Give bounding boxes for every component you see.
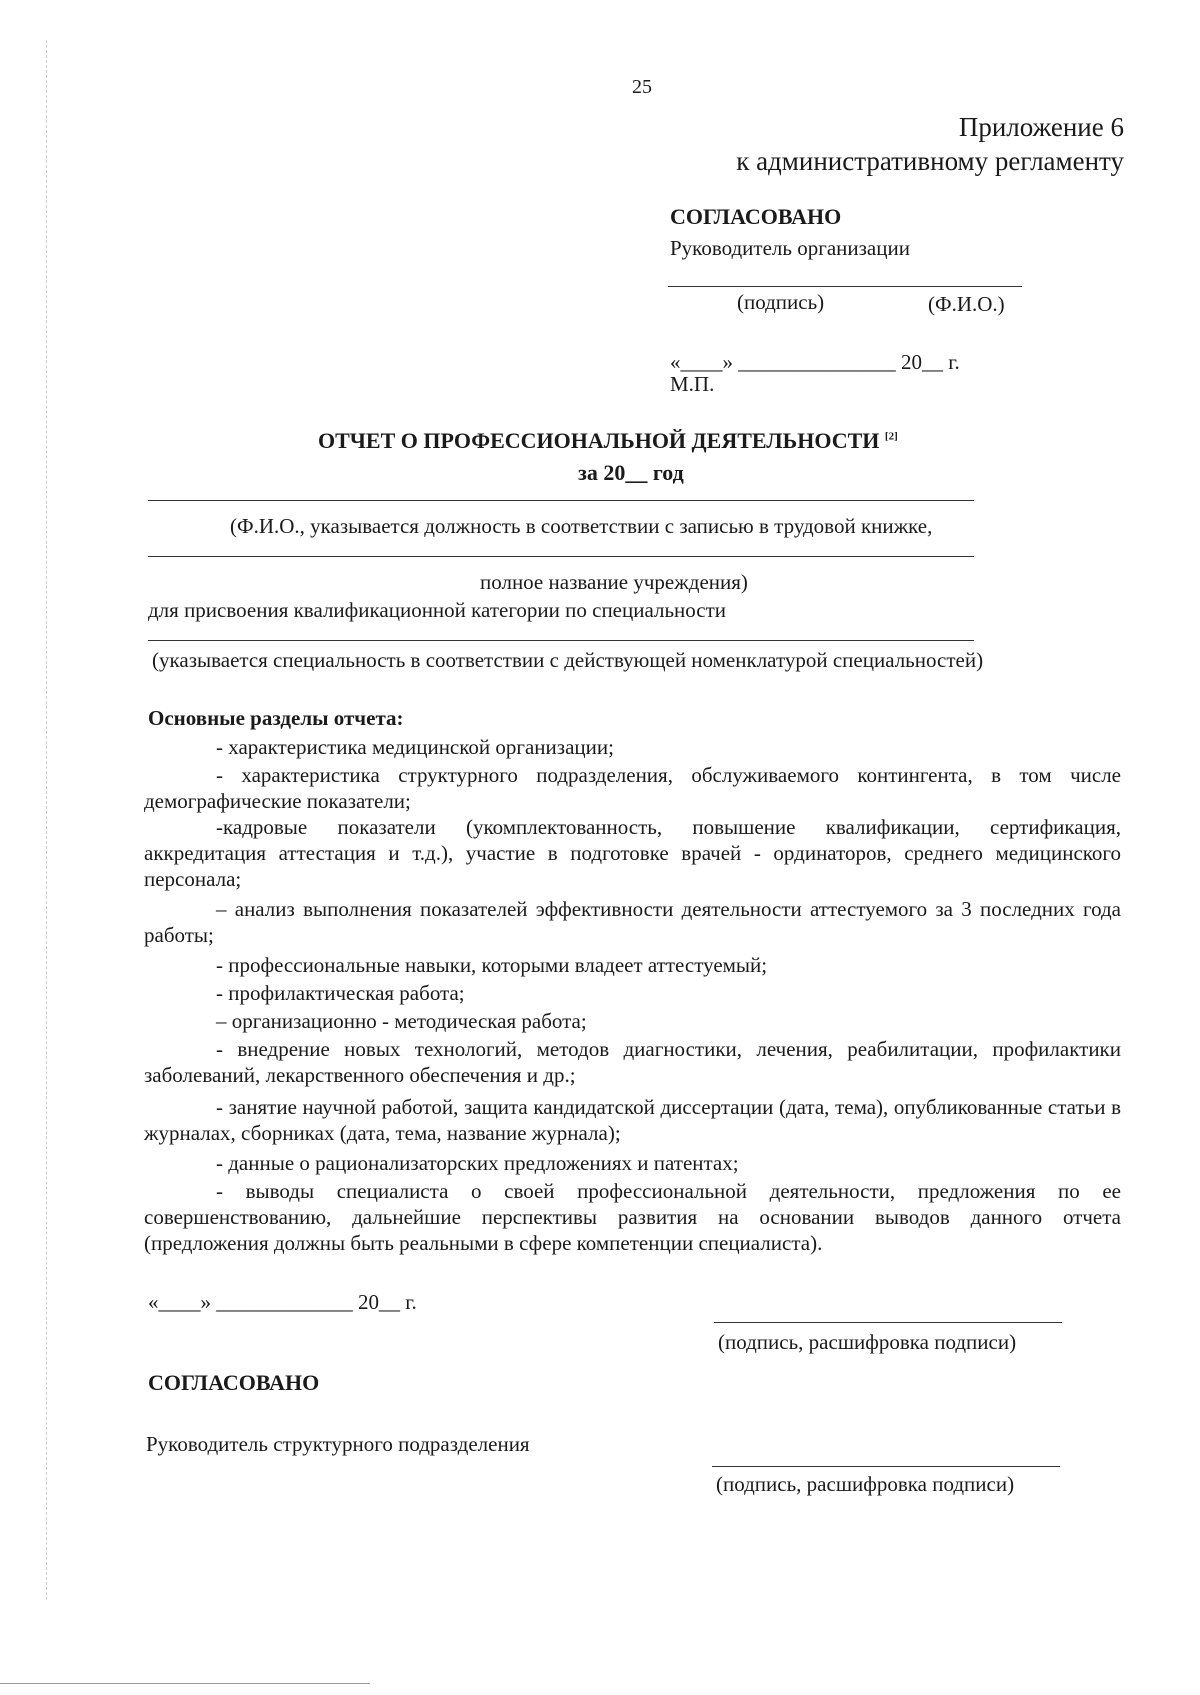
report-date-line: «____» _____________ 20__ г.	[148, 1290, 417, 1314]
list-item: - выводы специалиста о своей профессиональной деятельности, предложения по ее совершенствованию, дальнейшие перспективы развития на основании выводов данного отчета (предложения должны быть реальными в сфере компетенции специалиста).	[144, 1179, 1121, 1255]
purpose-text: для присвоения квалификационной категории по специальности	[148, 598, 727, 622]
footer-line	[0, 1683, 370, 1684]
list-item: – организационно - методическая работа;	[216, 1009, 587, 1033]
specialty-line	[148, 640, 974, 641]
appendix-subtitle: к административному регламенту	[736, 146, 1124, 176]
approval-top-seal: М.П.	[670, 372, 715, 396]
approval-top-date-line: «____» _______________ 20__ г.	[670, 350, 960, 374]
appendix-title: Приложение 6	[958, 112, 1124, 142]
list-item: - характеристика медицинской организации;	[216, 735, 614, 759]
approval-bottom-signature-line	[712, 1466, 1060, 1467]
page-edge	[46, 40, 47, 1600]
list-item: - внедрение новых технологий, методов диагностики, лечения, реабилитации, профилактики заболеваний, лекарственного обеспечения и др.;	[144, 1037, 1121, 1087]
list-item: – анализ выполнения показателей эффективности деятельности аттестуемого за 3 последних года работы;	[144, 897, 1121, 947]
institution-caption: полное название учреждения)	[480, 570, 748, 594]
fio-line	[148, 500, 974, 501]
approval-bottom-role: Руководитель структурного подразделения	[146, 1432, 530, 1456]
list-item: - характеристика структурного подразделения, обслуживаемого контингента, в том числе демографические показатели;	[144, 763, 1121, 813]
approval-top-role: Руководитель организации	[670, 236, 910, 260]
list-item: -кадровые показатели (укомплектованность, повышение квалификации, сертификация, аккредитация аттестация и т.д.), участие в подготовке врачей - ординаторов, среднего медицинского персонала;	[144, 815, 1121, 891]
list-item: - профессиональные навыки, которыми владеет аттестуемый;	[216, 953, 768, 977]
approval-top-name-caption: (Ф.И.О.)	[928, 292, 1005, 316]
footnote-mark: [2]	[884, 430, 898, 443]
report-title	[318, 428, 898, 454]
approval-top-signature-caption: (подпись)	[737, 290, 825, 314]
fio-caption: (Ф.И.О., указывается должность в соответствии с записью в трудовой книжке,	[230, 514, 933, 538]
list-item: - данные о рационализаторских предложениях и патентах;	[216, 1151, 739, 1175]
report-signature-line	[714, 1322, 1062, 1323]
institution-line	[148, 556, 974, 557]
approval-top-heading: СОГЛАСОВАНО	[670, 204, 842, 229]
approval-bottom-heading: СОГЛАСОВАНО	[148, 1370, 320, 1395]
list-item: - занятие научной работой, защита кандидатской диссертации (дата, тема), опубликованные статьи в журналах, сборниках (дата, тема, название журнала);	[144, 1095, 1121, 1145]
list-item: - профилактическая работа;	[216, 981, 465, 1005]
specialty-caption: (указывается специальность в соответствии с действующей номенклатурой специальностей)	[152, 648, 984, 672]
approval-top-signature-line	[668, 286, 1022, 287]
report-title-text: ОТЧЕТ О ПРОФЕССИОНАЛЬНОЙ ДЕЯТЕЛЬНОСТИ	[318, 428, 880, 453]
approval-bottom-signature-caption: (подпись, расшифровка подписи)	[716, 1472, 1015, 1496]
report-period: за 20__ год	[578, 460, 684, 485]
sections-heading: Основные разделы отчета:	[148, 706, 404, 730]
page-number: 25	[632, 76, 652, 98]
report-signature-caption: (подпись, расшифровка подписи)	[718, 1330, 1017, 1354]
